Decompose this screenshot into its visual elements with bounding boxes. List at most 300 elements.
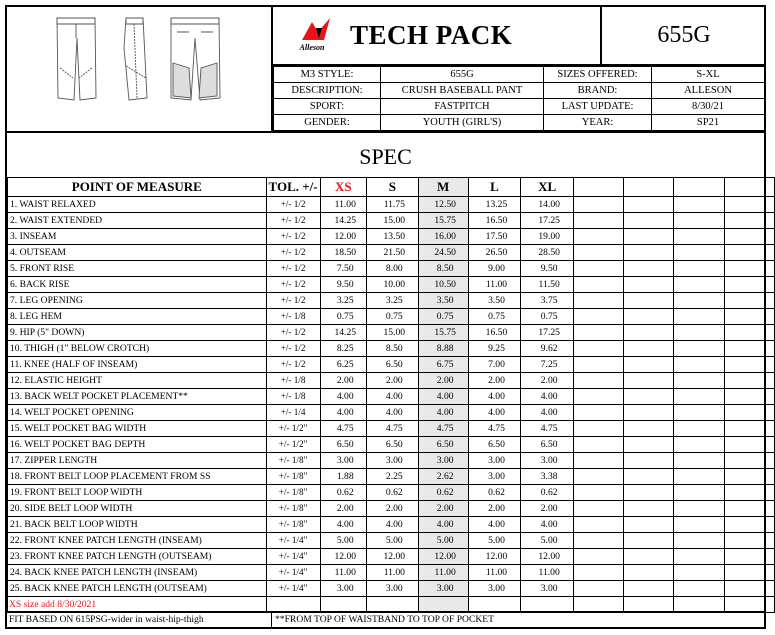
empty-cell (573, 453, 623, 469)
tolerance-cell: +/- 1/4" (266, 533, 320, 549)
size-m-cell: 3.50 (418, 293, 468, 309)
tolerance-cell: +/- 1/2 (266, 213, 320, 229)
size-s-cell: 11.00 (366, 565, 418, 581)
size-l-cell: 6.50 (468, 437, 521, 453)
measure-name: 20. SIDE BELT LOOP WIDTH (8, 501, 267, 517)
size-xl-cell: 4.00 (521, 405, 574, 421)
size-xl-cell: 3.38 (521, 469, 574, 485)
size-xl-cell: 2.00 (521, 501, 574, 517)
spec-heading: SPEC (359, 144, 412, 169)
empty-cell (624, 549, 674, 565)
size-xl-cell: 11.00 (521, 565, 574, 581)
size-xs-cell: 7.50 (320, 261, 366, 277)
empty-cell (724, 421, 774, 437)
empty-cell (674, 437, 724, 453)
empty-cell (573, 178, 623, 197)
size-xl-cell: 5.00 (521, 533, 574, 549)
size-l-cell: 3.00 (468, 469, 521, 485)
size-l-cell: 5.00 (468, 533, 521, 549)
size-s-cell: 4.00 (366, 517, 418, 533)
empty-cell (674, 229, 724, 245)
empty-cell (724, 325, 774, 341)
size-l-cell: 4.00 (468, 389, 521, 405)
size-xl-cell: 14.00 (521, 197, 574, 213)
header-size-xs: XS (320, 178, 366, 197)
empty-cell (674, 293, 724, 309)
size-xs-cell: 12.00 (320, 229, 366, 245)
header-bottom-rule (5, 131, 766, 133)
empty-cell (624, 178, 674, 197)
empty-cell (724, 178, 774, 197)
size-s-cell: 13.50 (366, 229, 418, 245)
empty-cell (724, 277, 774, 293)
table-row (8, 357, 775, 373)
size-xs-cell: 12.00 (320, 549, 366, 565)
measure-name: 17. ZIPPER LENGTH (8, 453, 267, 469)
empty-cell (573, 437, 623, 453)
tolerance-cell: +/- 1/8" (266, 469, 320, 485)
size-m-cell: 4.75 (418, 421, 468, 437)
table-row (8, 549, 775, 565)
empty-cell (724, 357, 774, 373)
size-m-cell: 5.00 (418, 533, 468, 549)
empty-cell (573, 245, 623, 261)
size-xl-cell: 9.62 (521, 341, 574, 357)
size-xl-cell: 28.50 (521, 245, 574, 261)
size-xs-cell: 1.88 (320, 469, 366, 485)
size-xs-cell: 8.25 (320, 341, 366, 357)
table-row (8, 341, 775, 357)
measure-name: 25. BACK KNEE PATCH LENGTH (OUTSEAM) (8, 581, 267, 597)
size-m-cell: 3.00 (418, 453, 468, 469)
empty-cell (573, 197, 623, 213)
tolerance-cell: +/- 1/2 (266, 357, 320, 373)
info-label: YEAR: (544, 115, 652, 131)
empty-cell (724, 389, 774, 405)
empty-cell (724, 229, 774, 245)
alleson-logo (290, 14, 348, 54)
size-xs-cell: 11.00 (320, 565, 366, 581)
size-s-cell: 2.25 (366, 469, 418, 485)
info-value: YOUTH (GIRL'S) (381, 115, 544, 131)
size-l-cell: 4.75 (468, 421, 521, 437)
size-s-cell: 12.00 (366, 549, 418, 565)
measure-name: 11. KNEE (HALF OF INSEAM) (8, 357, 267, 373)
size-xs-cell: 18.50 (320, 245, 366, 261)
size-m-cell: 2.62 (418, 469, 468, 485)
empty-cell (573, 309, 623, 325)
size-l-cell: 4.00 (468, 517, 521, 533)
tolerance-cell: +/- 1/4" (266, 581, 320, 597)
size-s-cell: 8.00 (366, 261, 418, 277)
measure-name: 12. ELASTIC HEIGHT (8, 373, 267, 389)
empty-cell (674, 501, 724, 517)
measure-name: 19. FRONT BELT LOOP WIDTH (8, 485, 267, 501)
size-s-cell: 8.50 (366, 341, 418, 357)
size-xl-cell: 2.00 (521, 373, 574, 389)
size-l-cell: 13.25 (468, 197, 521, 213)
footer-rule (5, 611, 766, 612)
empty-cell (624, 469, 674, 485)
measure-name: 7. LEG OPENING (8, 293, 267, 309)
size-xs-cell: 3.25 (320, 293, 366, 309)
size-xs-cell: 4.75 (320, 421, 366, 437)
empty-cell (573, 373, 623, 389)
empty-cell (674, 213, 724, 229)
size-l-cell: 11.00 (468, 277, 521, 293)
size-m-cell: 24.50 (418, 245, 468, 261)
empty-cell (573, 341, 623, 357)
size-l-cell: 9.00 (468, 261, 521, 277)
empty-cell (573, 389, 623, 405)
size-s-cell: 2.00 (366, 501, 418, 517)
table-row (8, 421, 775, 437)
empty-cell (573, 485, 623, 501)
empty-cell (674, 405, 724, 421)
logo-wordmark: Alleson (299, 43, 325, 52)
size-xs-cell: 14.25 (320, 325, 366, 341)
measure-name: 18. FRONT BELT LOOP PLACEMENT FROM SS (8, 469, 267, 485)
size-m-cell: 11.00 (418, 565, 468, 581)
empty-cell (724, 437, 774, 453)
size-xl-cell: 4.00 (521, 517, 574, 533)
table-row (8, 277, 775, 293)
measure-name: 13. BACK WELT POCKET PLACEMENT** (8, 389, 267, 405)
empty-cell (674, 565, 724, 581)
size-xl-cell: 12.00 (521, 549, 574, 565)
size-xl-cell: 19.00 (521, 229, 574, 245)
size-l-cell: 26.50 (468, 245, 521, 261)
size-s-cell: 4.75 (366, 421, 418, 437)
empty-cell (674, 389, 724, 405)
info-label: LAST UPDATE: (544, 99, 652, 115)
empty-cell (573, 229, 623, 245)
empty-cell (724, 581, 774, 597)
measure-name: 14. WELT POCKET OPENING (8, 405, 267, 421)
empty-cell (573, 277, 623, 293)
size-xl-cell: 3.00 (521, 453, 574, 469)
size-m-cell: 16.00 (418, 229, 468, 245)
empty-cell (724, 469, 774, 485)
table-row (8, 405, 775, 421)
empty-cell (724, 453, 774, 469)
empty-cell (624, 245, 674, 261)
size-l-cell: 7.00 (468, 357, 521, 373)
tolerance-cell: +/- 1/8" (266, 501, 320, 517)
table-row (8, 373, 775, 389)
size-s-cell: 2.00 (366, 373, 418, 389)
empty-cell (573, 213, 623, 229)
size-xs-cell: 4.00 (320, 389, 366, 405)
empty-cell (624, 485, 674, 501)
table-row (8, 389, 775, 405)
empty-cell (724, 245, 774, 261)
size-xs-cell: 0.62 (320, 485, 366, 501)
info-label: SIZES OFFERED: (544, 67, 652, 83)
table-row (8, 293, 775, 309)
size-m-cell: 2.00 (418, 373, 468, 389)
table-row (8, 501, 775, 517)
tolerance-cell: +/- 1/4" (266, 565, 320, 581)
size-l-cell: 9.25 (468, 341, 521, 357)
empty-cell (573, 357, 623, 373)
empty-cell (674, 277, 724, 293)
info-value: ALLESON (652, 83, 765, 99)
table-row (8, 213, 775, 229)
size-xl-cell: 17.25 (521, 325, 574, 341)
empty-cell (624, 277, 674, 293)
empty-cell (624, 389, 674, 405)
tolerance-cell: +/- 1/4" (266, 549, 320, 565)
size-s-cell: 3.25 (366, 293, 418, 309)
empty-cell (624, 581, 674, 597)
measure-name: 1. WAIST RELAXED (8, 197, 267, 213)
tolerance-cell: +/- 1/8 (266, 389, 320, 405)
tolerance-cell: +/- 1/8" (266, 485, 320, 501)
tolerance-cell: +/- 1/2 (266, 293, 320, 309)
table-row (8, 197, 775, 213)
size-xs-cell: 3.00 (320, 581, 366, 597)
tolerance-cell: +/- 1/2 (266, 341, 320, 357)
size-m-cell: 4.00 (418, 517, 468, 533)
info-value: SP21 (652, 115, 765, 131)
empty-cell (573, 469, 623, 485)
info-label: BRAND: (544, 83, 652, 99)
tolerance-cell: +/- 1/8 (266, 309, 320, 325)
info-label: GENDER: (274, 115, 381, 131)
empty-cell (624, 341, 674, 357)
size-xs-cell: 4.00 (320, 517, 366, 533)
tolerance-cell: +/- 1/2" (266, 437, 320, 453)
style-code: 655G (657, 22, 711, 48)
size-xl-cell: 3.75 (521, 293, 574, 309)
size-l-cell: 2.00 (468, 373, 521, 389)
header-divider-code (600, 5, 602, 65)
empty-cell (724, 533, 774, 549)
empty-cell (724, 213, 774, 229)
info-row (274, 83, 765, 99)
size-m-cell: 4.00 (418, 389, 468, 405)
tolerance-cell: +/- 1/2" (266, 421, 320, 437)
size-l-cell: 3.00 (468, 581, 521, 597)
empty-cell (624, 373, 674, 389)
header-point-of-measure: POINT OF MEASURE (8, 178, 267, 197)
info-value: 655G (381, 67, 544, 83)
header-size-xl: XL (521, 178, 574, 197)
size-xl-cell: 0.62 (521, 485, 574, 501)
size-l-cell: 0.62 (468, 485, 521, 501)
size-l-cell: 16.50 (468, 325, 521, 341)
measure-name: 2. WAIST EXTENDED (8, 213, 267, 229)
empty-cell (573, 517, 623, 533)
empty-cell (573, 565, 623, 581)
size-s-cell: 5.00 (366, 533, 418, 549)
empty-cell (724, 341, 774, 357)
empty-cell (573, 581, 623, 597)
size-s-cell: 4.00 (366, 405, 418, 421)
empty-cell (724, 405, 774, 421)
size-m-cell: 3.00 (418, 581, 468, 597)
empty-cell (674, 485, 724, 501)
tolerance-cell: +/- 1/2 (266, 245, 320, 261)
size-s-cell: 3.00 (366, 453, 418, 469)
info-label: SPORT: (274, 99, 381, 115)
table-row (8, 469, 775, 485)
measurement-spec-table (7, 177, 775, 613)
size-m-cell: 12.50 (418, 197, 468, 213)
table-row (8, 261, 775, 277)
measure-name: 6. BACK RISE (8, 277, 267, 293)
size-xs-cell: 2.00 (320, 501, 366, 517)
size-l-cell: 16.50 (468, 213, 521, 229)
size-s-cell: 6.50 (366, 437, 418, 453)
size-xl-cell: 11.50 (521, 277, 574, 293)
empty-cell (724, 261, 774, 277)
table-row (8, 245, 775, 261)
size-s-cell: 3.00 (366, 581, 418, 597)
measure-name: 4. OUTSEAM (8, 245, 267, 261)
table-row (8, 325, 775, 341)
empty-cell (674, 533, 724, 549)
measure-name: 9. HIP (5" DOWN) (8, 325, 267, 341)
size-xs-cell: 4.00 (320, 405, 366, 421)
tolerance-cell: +/- 1/2 (266, 325, 320, 341)
size-m-cell: 15.75 (418, 213, 468, 229)
size-m-cell: 4.00 (418, 405, 468, 421)
table-row (8, 517, 775, 533)
size-s-cell: 15.00 (366, 213, 418, 229)
empty-cell (674, 309, 724, 325)
measure-name: 5. FRONT RISE (8, 261, 267, 277)
size-m-cell: 15.75 (418, 325, 468, 341)
info-label: DESCRIPTION: (274, 83, 381, 99)
size-s-cell: 10.00 (366, 277, 418, 293)
empty-cell (624, 421, 674, 437)
page-title: TECH PACK (350, 20, 513, 50)
info-label: M3 STYLE: (274, 67, 381, 83)
empty-cell (573, 325, 623, 341)
size-m-cell: 2.00 (418, 501, 468, 517)
table-row (8, 581, 775, 597)
size-s-cell: 0.62 (366, 485, 418, 501)
table-row (8, 309, 775, 325)
measure-name: 21. BACK BELT LOOP WIDTH (8, 517, 267, 533)
empty-cell (724, 373, 774, 389)
header-size-l: L (468, 178, 521, 197)
size-l-cell: 17.50 (468, 229, 521, 245)
empty-cell (674, 549, 724, 565)
tolerance-cell: +/- 1/4 (266, 405, 320, 421)
tolerance-cell: +/- 1/8 (266, 373, 320, 389)
style-info-table (273, 66, 765, 131)
empty-cell (724, 501, 774, 517)
size-xl-cell: 7.25 (521, 357, 574, 373)
header-size-s: S (366, 178, 418, 197)
empty-cell (674, 469, 724, 485)
empty-cell (724, 485, 774, 501)
size-s-cell: 15.00 (366, 325, 418, 341)
empty-cell (624, 309, 674, 325)
measure-name: 15. WELT POCKET BAG WIDTH (8, 421, 267, 437)
size-m-cell: 6.75 (418, 357, 468, 373)
table-row (8, 565, 775, 581)
empty-cell (724, 517, 774, 533)
size-s-cell: 0.75 (366, 309, 418, 325)
empty-cell (624, 261, 674, 277)
xs-size-note: XS size add 8/30/2021 (9, 599, 97, 610)
size-xl-cell: 6.50 (521, 437, 574, 453)
table-row (8, 229, 775, 245)
size-m-cell: 12.00 (418, 549, 468, 565)
header-size-m: M (418, 178, 468, 197)
size-l-cell: 0.75 (468, 309, 521, 325)
empty-cell (624, 517, 674, 533)
size-xs-cell: 6.50 (320, 437, 366, 453)
empty-cell (674, 453, 724, 469)
size-s-cell: 21.50 (366, 245, 418, 261)
size-m-cell: 6.50 (418, 437, 468, 453)
empty-cell (624, 405, 674, 421)
empty-cell (624, 437, 674, 453)
info-row (274, 99, 765, 115)
size-l-cell: 2.00 (468, 501, 521, 517)
empty-cell (674, 341, 724, 357)
empty-cell (674, 197, 724, 213)
tolerance-cell: +/- 1/8" (266, 453, 320, 469)
empty-cell (573, 293, 623, 309)
empty-cell (624, 213, 674, 229)
size-m-cell: 0.62 (418, 485, 468, 501)
empty-cell (573, 533, 623, 549)
size-m-cell: 10.50 (418, 277, 468, 293)
empty-cell (724, 293, 774, 309)
empty-cell (674, 517, 724, 533)
empty-cell (674, 421, 724, 437)
size-m-cell: 8.50 (418, 261, 468, 277)
empty-cell (573, 261, 623, 277)
size-l-cell: 12.00 (468, 549, 521, 565)
pocket-note: **FROM TOP OF WAISTBAND TO TOP OF POCKET (275, 614, 495, 625)
info-value: S-XL (652, 67, 765, 83)
pant-sketch-illustration (13, 8, 271, 110)
size-xs-cell: 9.50 (320, 277, 366, 293)
empty-cell (624, 357, 674, 373)
empty-cell (624, 565, 674, 581)
empty-cell (573, 421, 623, 437)
empty-cell (674, 245, 724, 261)
measure-name: 10. THIGH (1" BELOW CROTCH) (8, 341, 267, 357)
empty-cell (624, 325, 674, 341)
tolerance-cell: +/- 1/8" (266, 517, 320, 533)
size-s-cell: 11.75 (366, 197, 418, 213)
table-row (8, 533, 775, 549)
empty-cell (624, 453, 674, 469)
measure-name: 23. FRONT KNEE PATCH LENGTH (OUTSEAM) (8, 549, 267, 565)
size-xl-cell: 4.00 (521, 389, 574, 405)
empty-cell (674, 581, 724, 597)
empty-cell (674, 178, 724, 197)
size-xs-cell: 6.25 (320, 357, 366, 373)
size-m-cell: 0.75 (418, 309, 468, 325)
tolerance-cell: +/- 1/2 (266, 277, 320, 293)
size-xl-cell: 0.75 (521, 309, 574, 325)
size-xl-cell: 3.00 (521, 581, 574, 597)
size-xs-cell: 11.00 (320, 197, 366, 213)
header-tolerance: TOL. +/- (266, 178, 320, 197)
table-row (8, 485, 775, 501)
empty-cell (674, 325, 724, 341)
size-xl-cell: 9.50 (521, 261, 574, 277)
